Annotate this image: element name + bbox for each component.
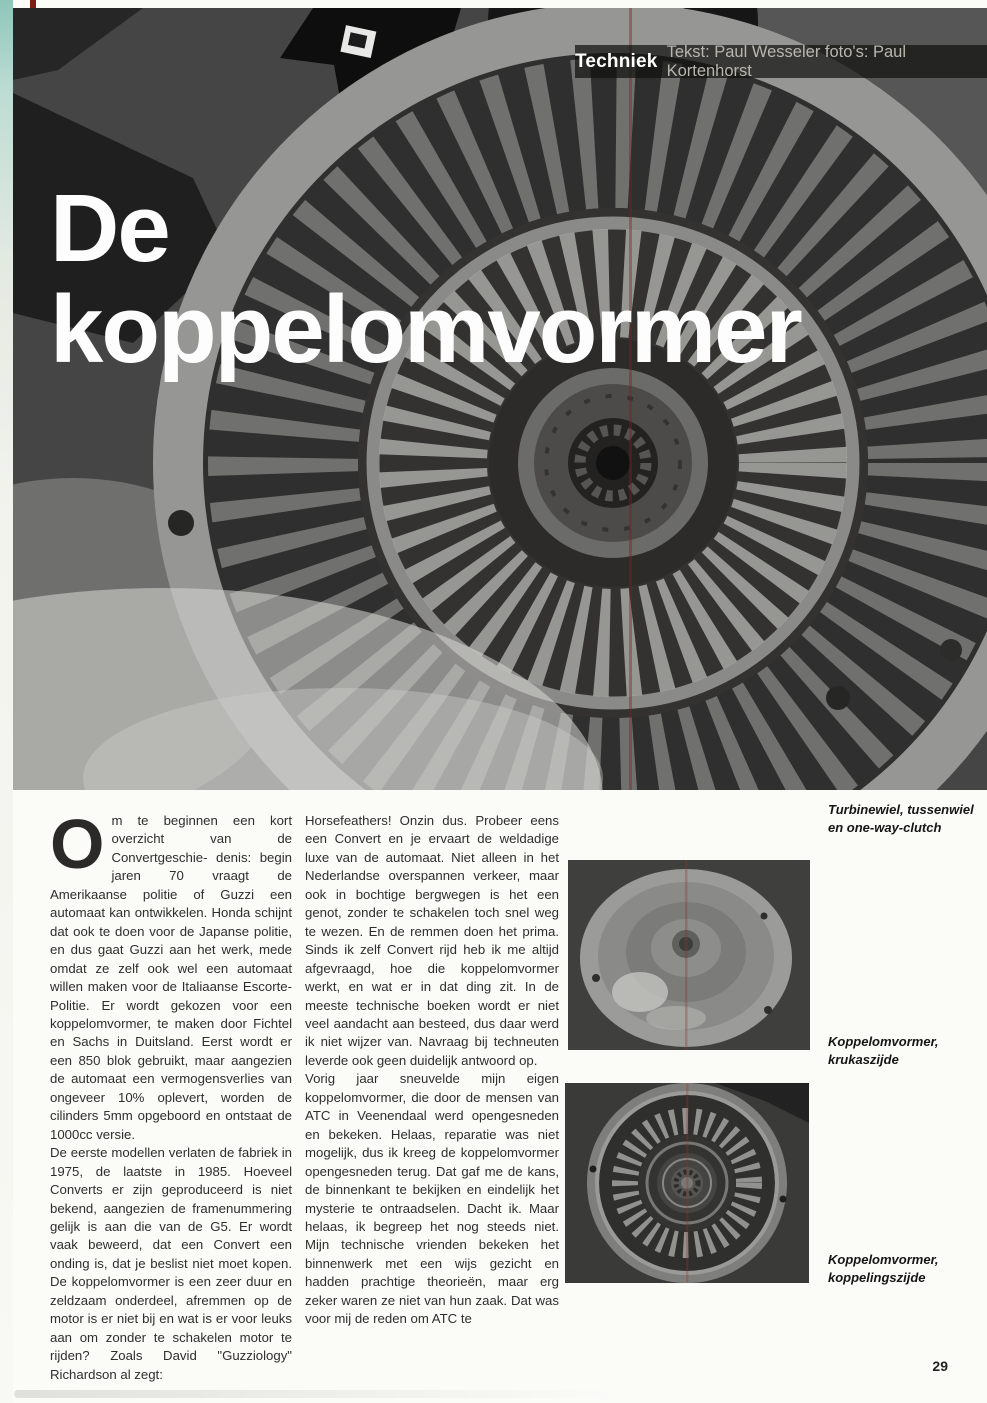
article-column-1: [50, 805, 292, 1384]
caption-krukaszijde: Koppelomvormer, krukaszijde: [828, 1034, 939, 1067]
page-title: [50, 175, 801, 383]
page-number: 29: [932, 1358, 948, 1374]
hero-photo-illustration: [13, 8, 987, 790]
drop-cap: O: [50, 805, 105, 883]
paragraph: Vorig jaar sneuvelde mijn eigen koppelomvormer, die door de mensen van ATC in Veenendaal werd opengesneden en bekeken. Helaas, reparatie was niet mogelijk, dus ik kreeg de koppelomvormer opengesneden terug. Dat gaf me de kans, de binnenkant te bekijken en eindelijk het mysterie te ontraadselen. Dacht ik. Maar helaas, ik begreep het nog steeds niet. Mijn technische vrienden bekeken het binnenwerk met een wijs gezicht en hadden prachtige theorieën, maar erg zeker waren ze niet van hun zaak. Dat was voor mij de reden om ATC te: [305, 1071, 559, 1327]
photo-2-illustration: [565, 1083, 809, 1283]
paragraph: Horsefeathers! Onzin dus. Probeer eens een Convert en je ervaart de weldadige luxe van de automaat. Niet alleen in het Nederlandse overspannen verkeer, maar ook in bochtige bergwegen is het een genot, zonder te schakelen toch snel weg te wezen. En de remmen doen het prima. Sinds ik zelf Convert rijd heb ik me altijd afgevraagd, hoe die koppelomvormer werkt, en wat er in dat ding zit. In de meeste technische boeken wordt er niet veel aandacht aan besteed, dus daar werd ik niet wijzer van. Navraag bij techneuten leverde ook geen duidelijk antwoord op.: [305, 813, 559, 1068]
paragraph: De eerste modellen verlaten de fabriek in 1975, de laatste in 1985. Hoeveel Converts er zijn geproduceerd is niet bekend, aangezien de framenummering gelijk is aan die van de G5. Er wordt vaak beweerd, dat een Convert een onding is, dat je beslist niet moet kopen. De koppelomvormer is een zeer duur en zeldzaam onderdeel, afremmen op de motor is er niet bij en wat is er voor leuks aan om zonder te schakelen motor te rijden? Zoals David "Guzziology" Richardson al zegt:: [50, 1145, 292, 1382]
scan-smudge-artifact: [14, 1390, 614, 1398]
page-title-line1: De: [50, 175, 169, 282]
paragraph-text: m te beginnen een kort overzicht van de Convertgeschie- denis: begin jaren 70 vraagt de Amerikaanse politie of Guzzi een automaat kan ontwikkelen. Honda schijnt dat ook te doen voor de Japanse politie, en dus gaat Guzzi aan het werk, mede omdat ze zelf ook wel een automaat willen maken voor de Italiaanse Escorte-Politie. Er wordt gekozen voor een koppelomvormer, te maken door Fichtel en Sachs in Duitsland. Eerst wordt er een 850 blok gebruikt, maar aangezien de automaat een vermogensverlies van ongeveer 10% oplevert, worden de cilinders 5mm opgeboord en ontstaat de 1000cc versie.: [50, 813, 292, 1142]
photo-koppelomvormer-krukaszijde: [568, 860, 810, 1050]
hero-photo-turbine: [13, 8, 987, 790]
bolt-hole: [168, 510, 194, 536]
article-column-2: [305, 812, 559, 1329]
caption-turbinewiel: Turbinewiel, tussenwiel en one-way-clutch: [828, 802, 974, 835]
scan-line-artifact: [629, 8, 632, 790]
section-label: Techniek: [575, 50, 658, 72]
page-left-scan-edge: [0, 0, 13, 1403]
bolt-hole: [826, 686, 850, 710]
paragraph: [50, 805, 292, 1144]
bolt-hole: [940, 639, 962, 661]
photo-koppelomvormer-koppelingszijde: [565, 1083, 809, 1283]
page-title-line2: koppelomvormer: [50, 276, 801, 383]
photo-1-illustration: [568, 860, 810, 1050]
article-credits: Tekst: Paul Wesseler foto's: Paul Kortenhorst: [666, 42, 907, 80]
caption-koppelingszijde: Koppelomvormer, koppelingszijde: [828, 1252, 939, 1285]
section-header-bar: [575, 42, 987, 80]
